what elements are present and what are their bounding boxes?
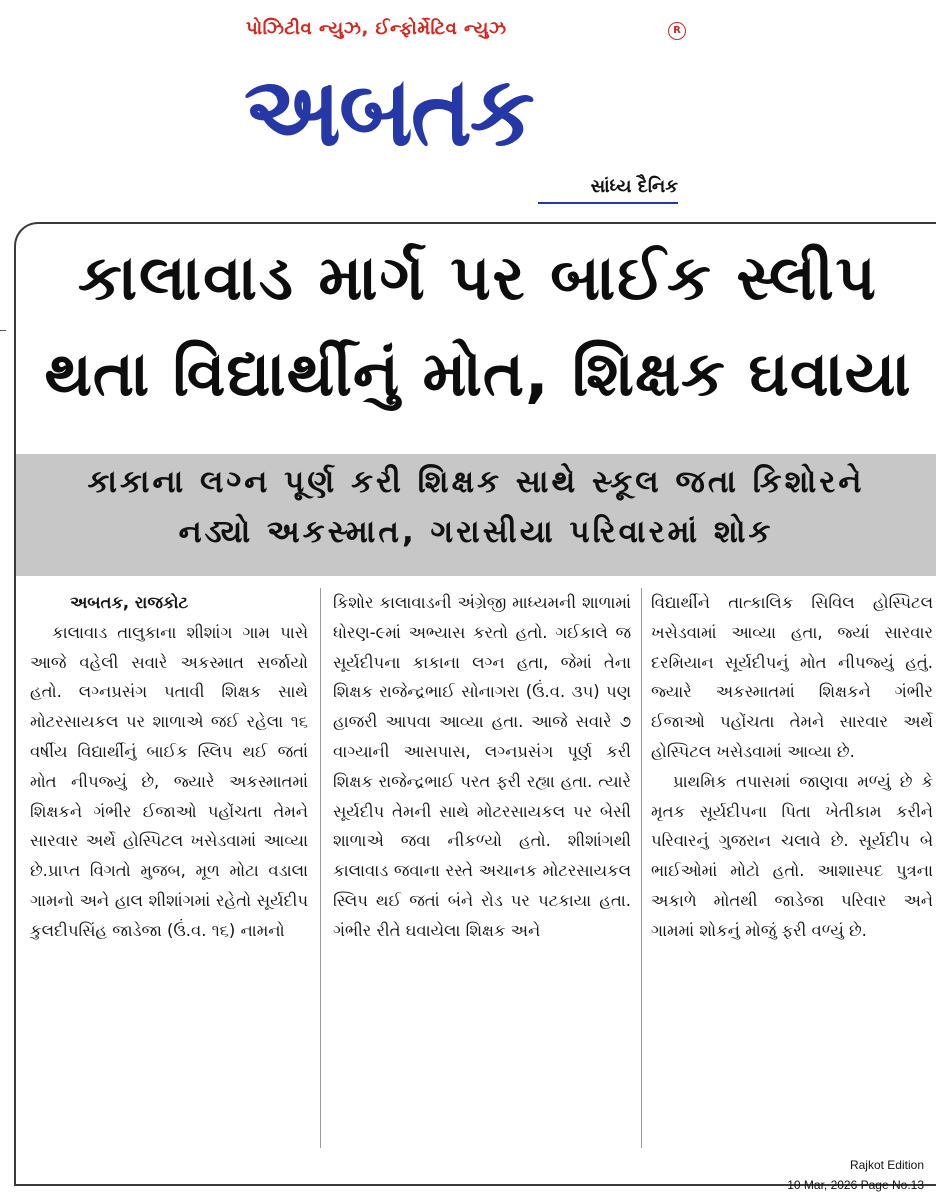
edition-label: Rajkot Edition [849, 1158, 924, 1172]
article-column-2 [333, 588, 631, 946]
newspaper-logo-text: અબતક [244, 55, 533, 168]
article-subheadline [16, 454, 936, 576]
edition-type: સાંધ્ય દૈનિક [590, 176, 678, 197]
margin-tick [0, 330, 6, 331]
subhead-line-2: નડ્યો અકસ્માત, ગરાસીયા પરિવારમાં શોક [178, 514, 774, 550]
column-3-paragraph-2: પ્રાથમિક તપાસમાં જાણવા મળ્યું છે કે મૃતક સૂર્યદીપના પિતા ખેતીકામ કરીને પરિવારનું ગુજરાન ચલાવે છે. સૂર્યદીપ બે ભાઈઓમાં મોટો હતો. આશાસ્પદ પુત્રના અકાળે મોતથી જાડેજા પરિવાર અને ગામમાં શોકનું મોજું ફરી વળ્યું છે. [651, 771, 933, 940]
column-1-paragraph: કાલાવાડ તાલુકાના શીશાંગ ગામ પાસે આજે વહેલી સવારે અકસ્માત સર્જાયો હતો. લગ્નપ્રસંગ પતાવી શિક્ષક સાથે મોટરસાયકલ પર શાળાએ જઈ રહેલા ૧૬ વર્ષીય વિદ્યાર્થીનું બાઈક સ્લિપ થઈ જતાં મોત નીપજ્યું છે, જ્યારે અકસ્માતમાં શિક્ષકને ગંભીર ઈજાઓ પહોંચતા તેમને સારવાર અર્થે હોસ્પિટલ ખસેડવામાં આવ્યા છે.પ્રાપ્ત વિગતો મુજબ, મૂળ મોટા વડાલા ગામનો અને હાલ શીશાંગમાં રહેતો સૂર્યદીપ કુલદીપસિંહ જાડેજા (ઉં.વ. ૧૬) નામનો [30, 622, 308, 940]
article-column-1 [30, 588, 308, 946]
article-column-3 [651, 588, 933, 946]
column-divider [320, 588, 321, 1148]
column-divider [641, 588, 642, 1148]
column-2-paragraph: કિશોર કાલાવાડની અંગ્રેજી માધ્યમની શાળામાં ધોરણ-૯માં અભ્યાસ કરતો હતો. ગઈકાલે જ સૂર્યદીપના કાકાના લગ્ન હતા, જેમાં તેના શિક્ષક રાજેન્દ્રભાઈ સોનાગરા (ઉં.વ. ૩૫) પણ હાજરી આપવા આવ્યા હતા. આજે સવારે ૭ વાગ્યાની આસપાસ, લગ્નપ્રસંગ પૂર્ણ કરી શિક્ષક રાજેન્દ્રભાઈ પરત ફરી રહ્યા હતા. ત્યારે સૂર્યદીપ તેમની સાથે મોટરસાયકલ પર બેસી શાળાએ જવા નીકળ્યો હતો. શીશાંગથી કાલાવાડ જવાના રસ્તે અચાનક મોટરસાયકલ સ્લિપ થઈ જતાં બંને રોડ પર પટકાયા હતા. ગંભીર રીતે ઘવાયેલા શિક્ષક અને [333, 593, 631, 940]
subhead-line-1: કાકાના લગ્ન પૂર્ણ કરી શિક્ષક સાથે સ્કૂલ જતા કિશોરને [87, 464, 865, 500]
date-page-label: 10 Mar, 2026 Page No.13 [787, 1178, 924, 1192]
registered-mark: R [668, 22, 686, 40]
edition-underline [538, 202, 678, 204]
dateline: અબતક, રાજકોટ [70, 593, 189, 612]
column-3-paragraph-1: વિદ્યાર્થીને તાત્કાલિક સિવિલ હોસ્પિટલ ખસેડવામાં આવ્યા હતા, જ્યાં સારવાર દરમિયાન સૂર્યદીપનું મોત નીપજ્યું હતું. જ્યારે અકસ્માતમાં શિક્ષકને ગંભીર ઈજાઓ પહોંચતા તેમને સારવાર અર્થે હોસ્પિટલ ખસેડવામાં આવ્યા છે. [651, 593, 933, 761]
headline-line-1: કાલાવાડ માર્ગ પર બાઈક સ્લીપ [78, 241, 878, 314]
headline-line-2: થતા વિદ્યાર્થીનું મોત, શિક્ષક ઘવાયા [44, 337, 912, 410]
newspaper-logo [240, 48, 690, 176]
masthead-tagline: પોઝિટીવ ન્યુઝ, ઈન્ફોર્મેટિવ ન્યુઝ [246, 18, 507, 39]
masthead [240, 14, 690, 204]
article-headline [20, 238, 936, 414]
